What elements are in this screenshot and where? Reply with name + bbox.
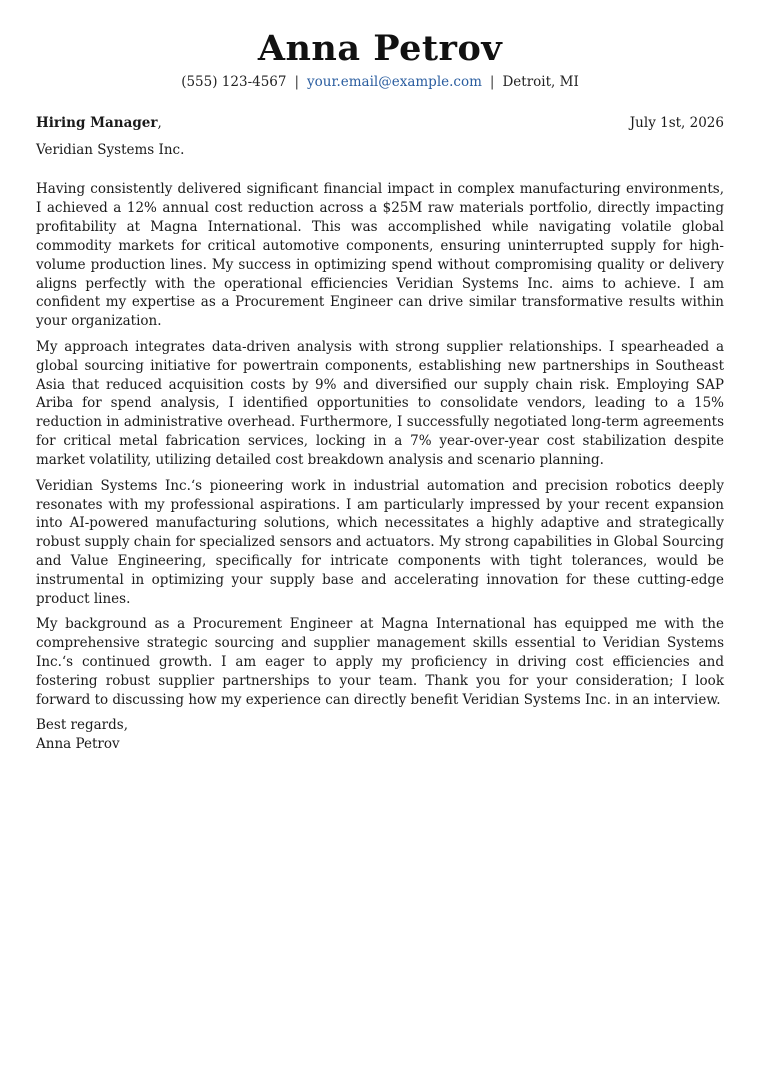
body-paragraph: Having consistently delivered significant financial impact in complex manufacturing environments, I achieved a 12% annual cost reduction across a $25M raw materials portfolio, directly impacting profitability at Magna International. This was accomplished while navigating volatile global commodity markets for critical automotive components, ensuring uninterrupted supply for high-volume production lines. My success in optimizing spend without compromising quality or delivery aligns perfectly with the operational efficiencies Veridian Systems Inc. aims to achieve. I am confident my expertise as a Procurement Engineer can drive similar transformative results within your organization.	[36, 181, 724, 330]
letter-body	[36, 180, 724, 754]
recipient-company: Veridian Systems Inc.	[36, 142, 185, 158]
email-link[interactable]: your.email@example.com	[307, 74, 482, 90]
location: Detroit, MI	[502, 74, 579, 90]
closing-salutation: Best regards,	[36, 717, 129, 734]
recipient-comma: ,	[157, 115, 162, 131]
closing-signature: Anna Petrov	[36, 736, 120, 753]
recipient-name	[36, 114, 162, 132]
body-paragraph: Veridian Systems Inc.‘s pioneering work in industrial automation and precision robotics deeply resonates with my professional aspirations. I am particularly impressed by your recent expansion into AI-powered manufacturing solutions, which necessitates a highly adaptive and strategically robust supply chain for specialized sensors and actuators. My strong capabilities in Global Sourcing and Value Engineering, specifically for intricate components with tight tolerances, would be instrumental in optimizing your supply base and accelerating innovation for these cutting-edge product lines.	[36, 477, 724, 608]
closing-block	[36, 716, 724, 754]
phone-number: (555) 123-4567	[181, 74, 287, 90]
letter-date: July 1st, 2026	[629, 115, 724, 131]
contact-line	[36, 73, 724, 91]
contact-separator: |	[294, 74, 300, 90]
body-paragraph: My approach integrates data-driven analysis with strong supplier relationships. I spearheaded a global sourcing initiative for powertrain components, establishing new partnerships in Southeast Asia that reduced acquisition costs by 9% and diversified our supply chain risk. Employing SAP Ariba for spend analysis, I identified opportunities to consolidate vendors, leading to a 15% reduction in administrative overhead. Furthermore, I successfully negotiated long-term agreements for critical metal fabrication services, locking in a 7% year-over-year cost stabilization despite market volatility, utilizing detailed cost breakdown analysis and scenario planning.	[36, 338, 724, 469]
recipient-name-bold: Hiring Manager	[36, 115, 158, 131]
contact-separator: |	[489, 74, 495, 90]
body-paragraph: My background as a Procurement Engineer at Magna International has equipped me with the comprehensive strategic sourcing and supplier management skills essential to Veridian Systems Inc.‘s continued growth. I am eager to apply my proficiency in driving cost efficiencies and fostering robust supplier partnerships to your team. Thank you for your consideration; I look forward to discussing how my experience can directly benefit Veridian Systems Inc. in an interview.	[36, 616, 724, 709]
applicant-name: Anna Petrov	[257, 28, 503, 69]
